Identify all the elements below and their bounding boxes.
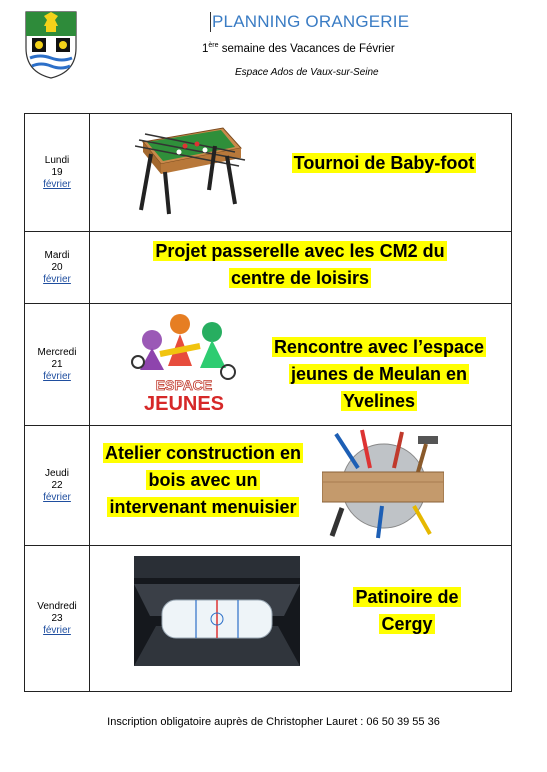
activity-line: Atelier construction en [104, 443, 302, 463]
activity-title [284, 150, 484, 177]
day-cell [25, 546, 90, 692]
day-name: Vendredi [37, 600, 77, 612]
table-row-friday [25, 546, 512, 692]
day-name: Lundi [44, 154, 70, 166]
day-name: Mardi [44, 249, 70, 261]
day-cell [25, 114, 90, 232]
activity-title [94, 440, 312, 521]
day-cell [25, 232, 90, 304]
planning-table [24, 113, 512, 692]
activity-line: centre de loisirs [230, 268, 370, 288]
activity-title [110, 238, 490, 292]
page-title: PLANNING ORANGERIE [212, 12, 410, 31]
table-row-monday [25, 114, 512, 232]
subtitle [202, 42, 395, 55]
day-month: février [43, 178, 71, 190]
activity-line: jeunes de Meulan en [290, 364, 468, 384]
activity-line: Projet passerelle avec les CM2 du [155, 241, 445, 261]
activity-cell [90, 304, 512, 426]
tools-image [322, 428, 444, 542]
day-date: 20 [51, 261, 63, 273]
table-row-wednesday [25, 304, 512, 426]
town-crest-logo [22, 10, 80, 80]
day-name: Jeudi [45, 467, 69, 479]
footer-note: Inscription obligatoire auprès de Christopher Lauret : 06 50 39 55 36 [107, 716, 440, 728]
foosball-table-image [135, 120, 247, 216]
activity-cell [90, 114, 512, 232]
activity-line: bois avec un [148, 470, 258, 490]
activity-line: Yvelines [342, 391, 416, 411]
activity-line: Tournoi de Baby-foot [293, 153, 475, 173]
activity-title [336, 584, 478, 638]
day-cell [25, 304, 90, 426]
day-date: 22 [51, 479, 63, 491]
activity-line: Patinoire de [355, 587, 459, 607]
logo-word-jeunes: JEUNES [143, 393, 225, 414]
activity-cell [90, 232, 512, 304]
day-name: Mercredi [37, 346, 77, 358]
ice-rink-image [134, 556, 300, 666]
place-name: Espace Ados de Vaux-sur-Seine [235, 67, 379, 78]
activity-cell [90, 426, 512, 546]
day-month: février [43, 624, 71, 636]
day-cell [25, 426, 90, 546]
day-date: 21 [51, 358, 63, 370]
activity-title [262, 334, 496, 415]
day-month: février [43, 370, 71, 382]
text-cursor [210, 12, 211, 32]
subtitle-ordinal-sup: ère [208, 42, 219, 49]
logo-word-espace: ESPACE [155, 377, 213, 393]
day-date: 23 [51, 612, 63, 624]
activity-line: Cergy [381, 614, 433, 634]
activity-cell [90, 546, 512, 692]
day-date: 19 [51, 166, 63, 178]
day-month: février [43, 273, 71, 285]
espace-jeunes-logo [130, 310, 238, 414]
subtitle-ordinal: 1 [202, 42, 209, 55]
activity-line: intervenant menuisier [109, 497, 297, 517]
day-month: février [43, 491, 71, 503]
activity-line: Rencontre avec l’espace [273, 337, 485, 357]
table-row-thursday [25, 426, 512, 546]
subtitle-text: semaine des Vacances de Février [218, 42, 395, 55]
table-row-tuesday [25, 232, 512, 304]
